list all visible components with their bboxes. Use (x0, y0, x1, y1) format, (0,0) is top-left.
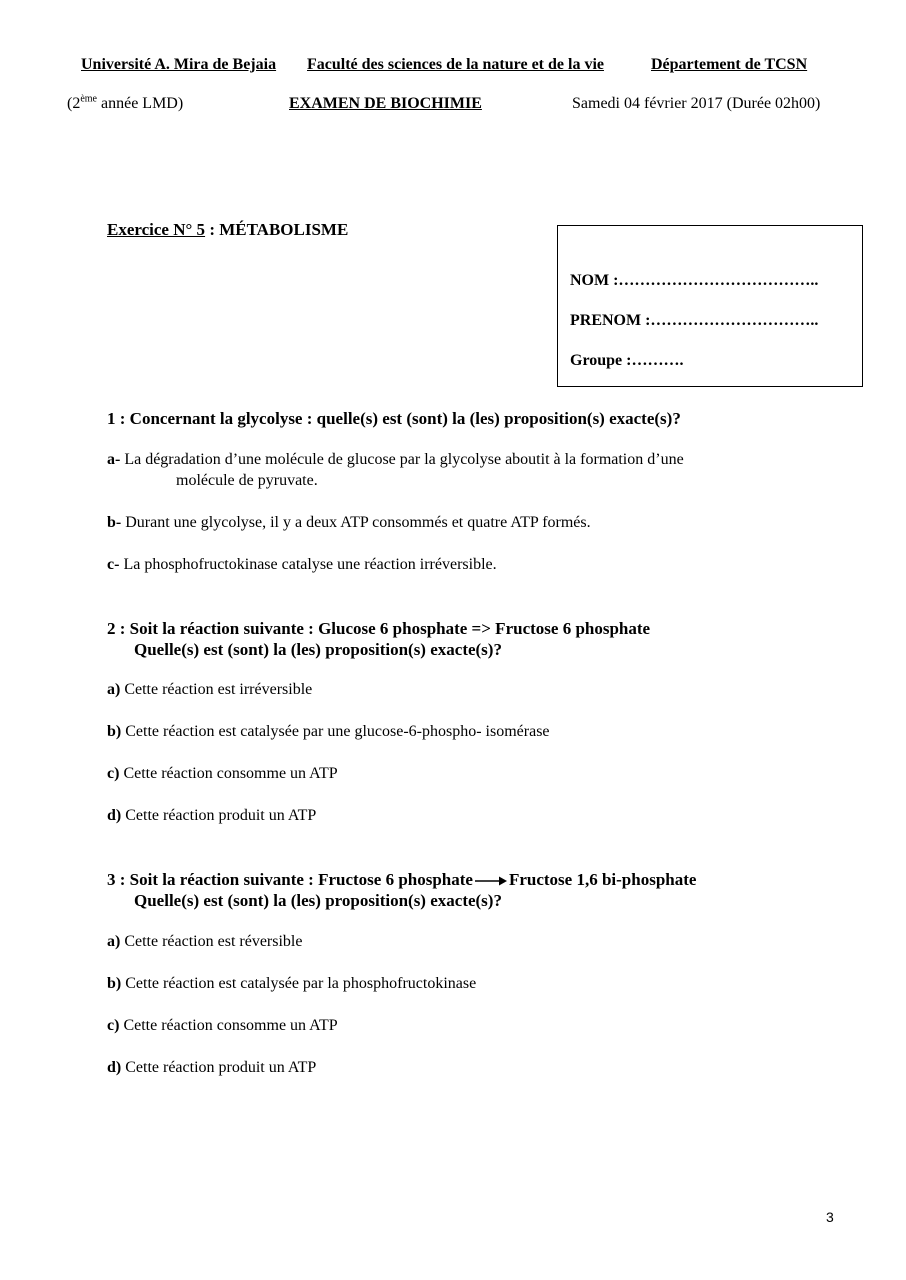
exercise-title (107, 220, 348, 240)
q3-option-a (107, 933, 302, 951)
question-3-title (107, 870, 696, 890)
question-3-subtitle: Quelle(s) est (sont) la (les) proposition(s) exacte(s)? (134, 891, 502, 910)
q3-option-b-text: Cette réaction est catalysée par la phosphofructokinase (121, 975, 477, 992)
q3-option-a-text: Cette réaction est réversible (120, 933, 303, 950)
question-3-title-left: 3 : Soit la réaction suivante : Fructose 6 phosphate (107, 870, 473, 889)
q1-option-c-letter: c- (107, 556, 120, 573)
q3-option-d-text: Cette réaction produit un ATP (121, 1059, 317, 1076)
page-number: 3 (826, 1209, 834, 1225)
header-year (67, 95, 183, 113)
q1-option-b-letter: b- (107, 514, 122, 531)
header-year-prefix: (2 (67, 95, 81, 112)
right-arrow-icon (474, 875, 508, 887)
exercise-label: Exercice N° 5 (107, 220, 206, 239)
q2-option-a-text: Cette réaction est irréversible (120, 681, 313, 698)
q1-option-c (107, 556, 497, 574)
nom-field[interactable]: NOM :……………………………….. (570, 272, 819, 289)
question-1-title: 1 : Concernant la glycolyse : quelle(s) est (sont) la (les) proposition(s) exacte(s)? (107, 409, 681, 428)
q1-option-a-letter: a- (107, 451, 121, 468)
header-year-sup: ème (80, 93, 97, 105)
q1-option-a-text: La dégradation d’une molécule de glucose par la glycolyse aboutit à la formation d’une (120, 451, 684, 468)
exercise-name: : MÉTABOLISME (205, 220, 349, 239)
q3-option-d (107, 1059, 316, 1077)
q3-option-b (107, 975, 476, 993)
q1-option-a (107, 451, 684, 469)
q3-option-b-letter: b) (107, 975, 122, 992)
q1-option-c-text: La phosphofructokinase catalyse une réaction irréversible. (119, 556, 497, 573)
groupe-field[interactable]: Groupe :………. (570, 352, 684, 369)
q2-option-b-letter: b) (107, 723, 122, 740)
q2-option-d-text: Cette réaction produit un ATP (121, 807, 317, 824)
q2-option-a (107, 681, 312, 699)
question-3-title-right: Fructose 1,6 bi-phosphate (508, 870, 697, 889)
question-2-subtitle: Quelle(s) est (sont) la (les) proposition(s) exacte(s)? (134, 640, 502, 659)
q2-option-a-letter: a) (107, 681, 121, 698)
q3-option-c-letter: c) (107, 1017, 120, 1034)
header-year-suffix: année LMD) (96, 95, 184, 112)
q1-option-a-continuation: molécule de pyruvate. (176, 472, 318, 489)
prenom-field[interactable]: PRENOM :………………………….. (570, 312, 819, 329)
header-university: Université A. Mira de Bejaia (81, 56, 277, 73)
q2-option-b (107, 723, 550, 741)
question-2-title: 2 : Soit la réaction suivante : Glucose 6 phosphate => Fructose 6 phosphate (107, 619, 651, 638)
exam-title: EXAMEN DE BIOCHIMIE (289, 95, 482, 112)
q2-option-d-letter: d) (107, 807, 122, 824)
q2-option-c (107, 765, 338, 783)
q3-option-a-letter: a) (107, 933, 121, 950)
q2-option-c-letter: c) (107, 765, 120, 782)
q1-option-b (107, 514, 591, 532)
header-faculty: Faculté des sciences de la nature et de la vie (307, 56, 604, 73)
q2-option-d (107, 807, 316, 825)
q3-option-d-letter: d) (107, 1059, 122, 1076)
q3-option-c (107, 1017, 338, 1035)
header-department: Département de TCSN (651, 56, 808, 73)
q2-option-c-text: Cette réaction consomme un ATP (119, 765, 338, 782)
q3-option-c-text: Cette réaction consomme un ATP (119, 1017, 338, 1034)
q1-option-b-text: Durant une glycolyse, il y a deux ATP consommés et quatre ATP formés. (121, 514, 591, 531)
q2-option-b-text: Cette réaction est catalysée par une glucose-6-phospho- isomérase (121, 723, 550, 740)
exam-date: Samedi 04 février 2017 (Durée 02h00) (572, 95, 821, 112)
